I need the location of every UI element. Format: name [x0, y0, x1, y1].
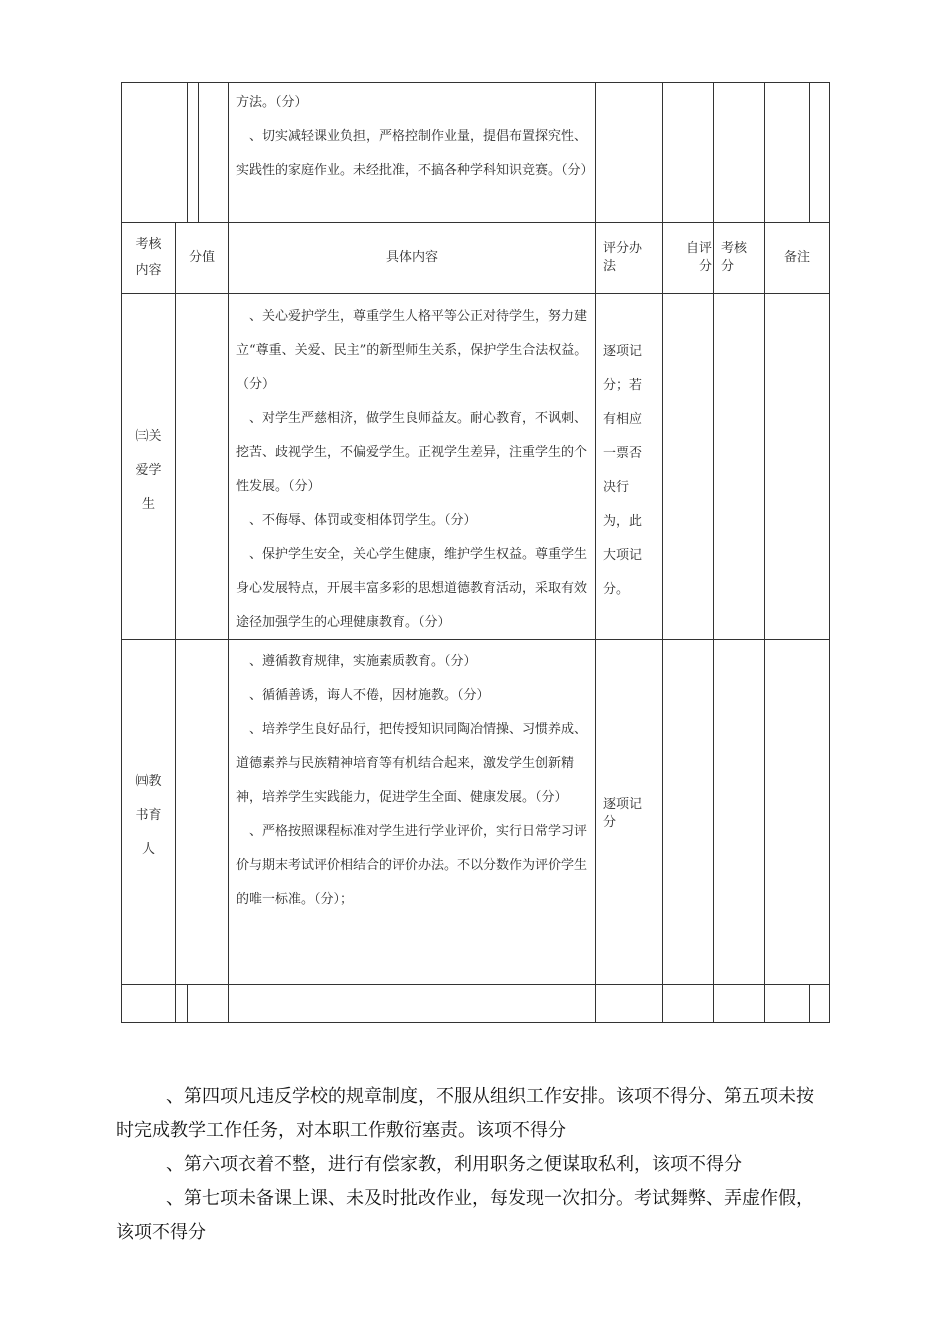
content-paragraph: 、不侮辱、体罚或变相体罚学生。（分） — [249, 513, 477, 528]
header-self-score — [678, 240, 716, 276]
content-paragraph: 、关心爱护学生，尊重学生人格平等公正对待学生，努力建立“尊重、关爱、民主”的新型师生关系，保护学生合法权益。（分） — [236, 309, 588, 392]
header-method-line: 评分办 — [603, 241, 643, 256]
header-self-line: 分 — [698, 259, 712, 274]
content-paragraph: 、遵循教育规律，实施素质教育。（分） — [249, 654, 477, 669]
section-title-line: 人 — [141, 842, 155, 857]
section-title-line: ㈢关 — [135, 429, 162, 444]
section3-title — [122, 420, 175, 522]
method-line: 逐项记 — [603, 797, 643, 812]
table-line — [175, 222, 176, 1023]
table-line — [764, 82, 765, 1023]
table-line — [187, 984, 188, 1023]
header-exam-line: 考核 — [721, 241, 748, 256]
table-line — [228, 82, 229, 1023]
top-row-content — [236, 86, 594, 188]
section4-method — [603, 796, 661, 832]
content-paragraph: 、切实减轻课业负担，严格控制作业量，提倡布置探究性、实践性的家庭作业。未经批准，不搞各种学科知识竞赛。（分） — [236, 129, 594, 178]
method-line: 分 — [603, 815, 617, 830]
method-line: 有相应 — [603, 412, 643, 427]
content-paragraph: 、对学生严慈相济，做学生良师益友。耐心教育，不讽刺、挖苦、歧视学生，不偏爱学生。正视学生差异，注重学生的个性发展。（分） — [236, 411, 588, 494]
method-line: 逐项记 — [603, 344, 643, 359]
method-line: 大项记 — [603, 548, 643, 563]
section-title-line: ㈣教 — [135, 774, 162, 789]
method-line: 一票否 — [603, 446, 643, 461]
header-method-line: 法 — [603, 259, 617, 274]
section-title-line: 爱学 — [135, 463, 162, 478]
table-line — [809, 984, 810, 1023]
table-line — [198, 82, 199, 222]
section3-content — [236, 300, 590, 640]
note-paragraph: 、第七项未备课上课、未及时批改作业，每发现一次扣分。考试舞弊、弄虚作假，该项不得分 — [116, 1188, 814, 1243]
header-exam-score — [721, 240, 761, 276]
method-line: 为，此 — [603, 514, 643, 529]
method-line: 决行 — [603, 480, 630, 495]
table-line — [662, 82, 663, 1023]
content-paragraph: 、循循善诱，诲人不倦，因材施教。（分） — [249, 688, 490, 703]
note-paragraph: 、第四项凡违反学校的规章制度，不服从组织工作安排。该项不得分、第五项未按时完成教学工作任务，对本职工作敷衍塞责。该项不得分 — [116, 1086, 814, 1141]
header-item-line: 内容 — [135, 263, 162, 278]
note-paragraph: 、第六项衣着不整，进行有偿家教，利用职务之便谋取私利，该项不得分 — [166, 1154, 742, 1175]
header-self-line: 自评 — [685, 241, 712, 256]
scoring-notes — [116, 1080, 826, 1250]
table-line — [829, 82, 830, 1023]
header-item — [122, 232, 175, 284]
section4-title — [122, 765, 175, 867]
table-line — [187, 82, 188, 222]
header-exam-line: 分 — [721, 259, 735, 274]
header-item-line: 考核 — [135, 237, 162, 252]
section4-content — [236, 645, 590, 917]
table-line — [809, 82, 810, 222]
header-content: 具体内容 — [385, 250, 438, 265]
method-line: 分；若 — [603, 378, 643, 393]
content-paragraph: 、严格按照课程标准对学生进行学业评价，实行日常学习评价与期末考试评价相结合的评价办法。不以分数作为评价学生的唯一标准。（分）； — [236, 824, 588, 907]
table-line — [121, 82, 122, 1023]
content-line: 方法。（分） — [236, 95, 308, 110]
section-title-line: 书育 — [135, 808, 162, 823]
method-line: 分。 — [603, 582, 630, 597]
header-score-value: 分值 — [188, 250, 215, 265]
table-line — [713, 82, 714, 1023]
section-title-line: 生 — [141, 497, 155, 512]
header-method — [603, 240, 661, 276]
table-line — [595, 82, 596, 1023]
section3-method — [603, 335, 661, 607]
content-paragraph: 、保护学生安全，关心学生健康，维护学生权益。尊重学生身心发展特点，开展丰富多彩的思想道德教育活动，采取有效途径加强学生的心理健康教育。（分） — [236, 547, 588, 630]
content-paragraph: 、培养学生良好品行，把传授知识同陶冶情操、习惯养成、道德素养与民族精神培育等有机结合起来，激发学生创新精神，培养学生实践能力，促进学生全面、健康发展。（分） — [236, 722, 588, 805]
header-remark: 备注 — [783, 250, 810, 265]
